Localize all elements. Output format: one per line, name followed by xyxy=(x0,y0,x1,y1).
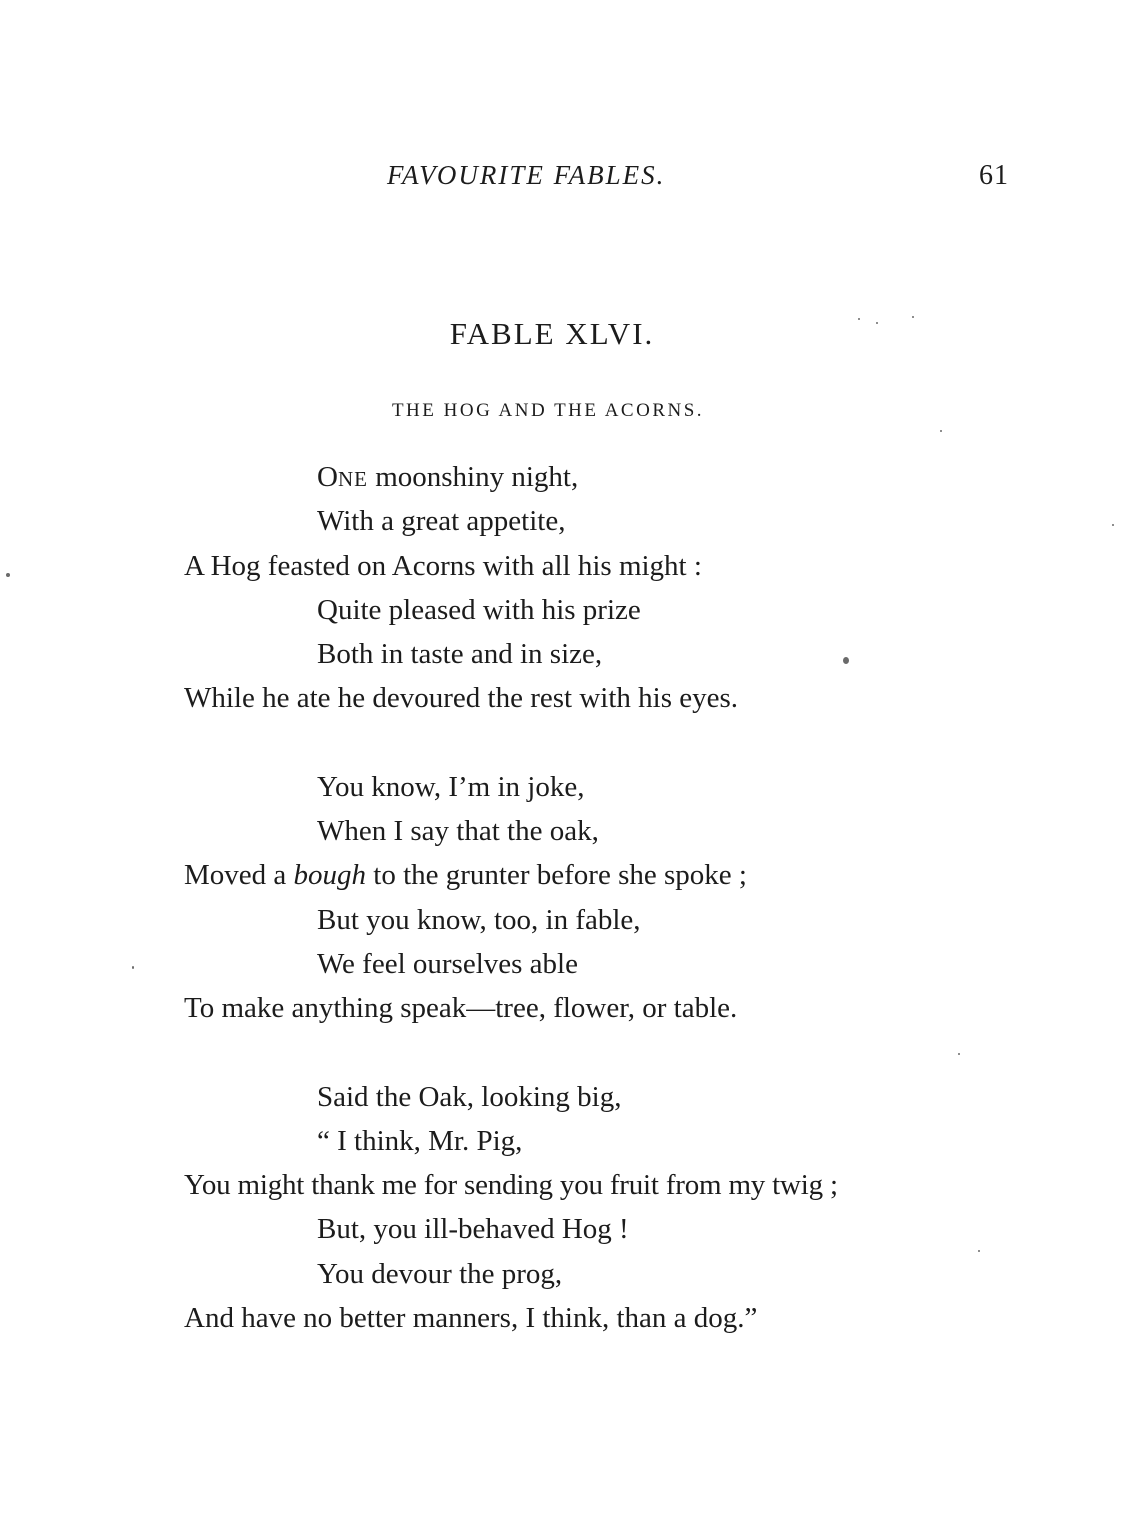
poem-line xyxy=(0,853,1146,897)
scan-speck xyxy=(858,318,860,320)
stanza-3 xyxy=(0,1075,1146,1341)
scan-speck xyxy=(843,657,849,664)
italic-word: bough xyxy=(293,859,367,892)
poem-line: When I say that the oak, xyxy=(317,815,599,848)
poem xyxy=(0,455,1146,1384)
fable-number: FABLE XLVI. xyxy=(449,316,655,351)
stanza-2 xyxy=(0,765,1146,1031)
small-caps-word: NE xyxy=(337,467,368,491)
scan-speck xyxy=(912,316,914,318)
scan-speck xyxy=(978,1250,980,1252)
line-text: moonshiny night, xyxy=(367,461,579,493)
poem-line: You know, I’m in joke, xyxy=(317,770,585,803)
line-text: to the grunter before she spoke ; xyxy=(366,859,747,892)
scan-speck xyxy=(958,1053,960,1055)
poem-line: You devour the prog, xyxy=(317,1257,563,1290)
scan-speck xyxy=(6,573,10,577)
poem-line: With a great appetite, xyxy=(317,505,566,538)
poem-line: While he ate he devoured the rest with his eyes. xyxy=(184,682,739,715)
running-head xyxy=(0,160,1146,200)
running-title: FAVOURITE FABLES. xyxy=(387,160,666,190)
poem-line: But, you ill-behaved Hog ! xyxy=(317,1213,629,1246)
poem-line: Said the Oak, looking big, xyxy=(317,1080,622,1113)
poem-line: Both in taste and in size, xyxy=(317,638,603,671)
poem-line: Quite pleased with his prize xyxy=(317,593,641,626)
stanza-1 xyxy=(0,455,1146,721)
poem-line: You might thank me for sending you fruit from my twig ; xyxy=(184,1169,838,1202)
scan-speck xyxy=(132,966,134,969)
poem-line: “ I think, Mr. Pig, xyxy=(317,1124,523,1157)
scan-speck xyxy=(1112,524,1114,526)
fable-title: THE HOG AND THE ACORNS. xyxy=(391,400,705,421)
poem-line: A Hog feasted on Acorns with all his might : xyxy=(184,549,702,582)
poem-line: And have no better manners, I think, than a dog.” xyxy=(184,1302,758,1335)
poem-line: But you know, too, in fable, xyxy=(317,903,641,936)
scan-speck xyxy=(876,322,878,324)
drop-initial: O xyxy=(317,461,338,493)
scan-speck xyxy=(940,430,942,432)
poem-line: To make anything speak—tree, flower, or table. xyxy=(184,992,738,1025)
page-number: 61 xyxy=(979,160,1009,191)
poem-line xyxy=(0,455,1146,499)
poem-line: We feel ourselves able xyxy=(317,947,578,980)
line-text: Moved a xyxy=(184,859,294,892)
